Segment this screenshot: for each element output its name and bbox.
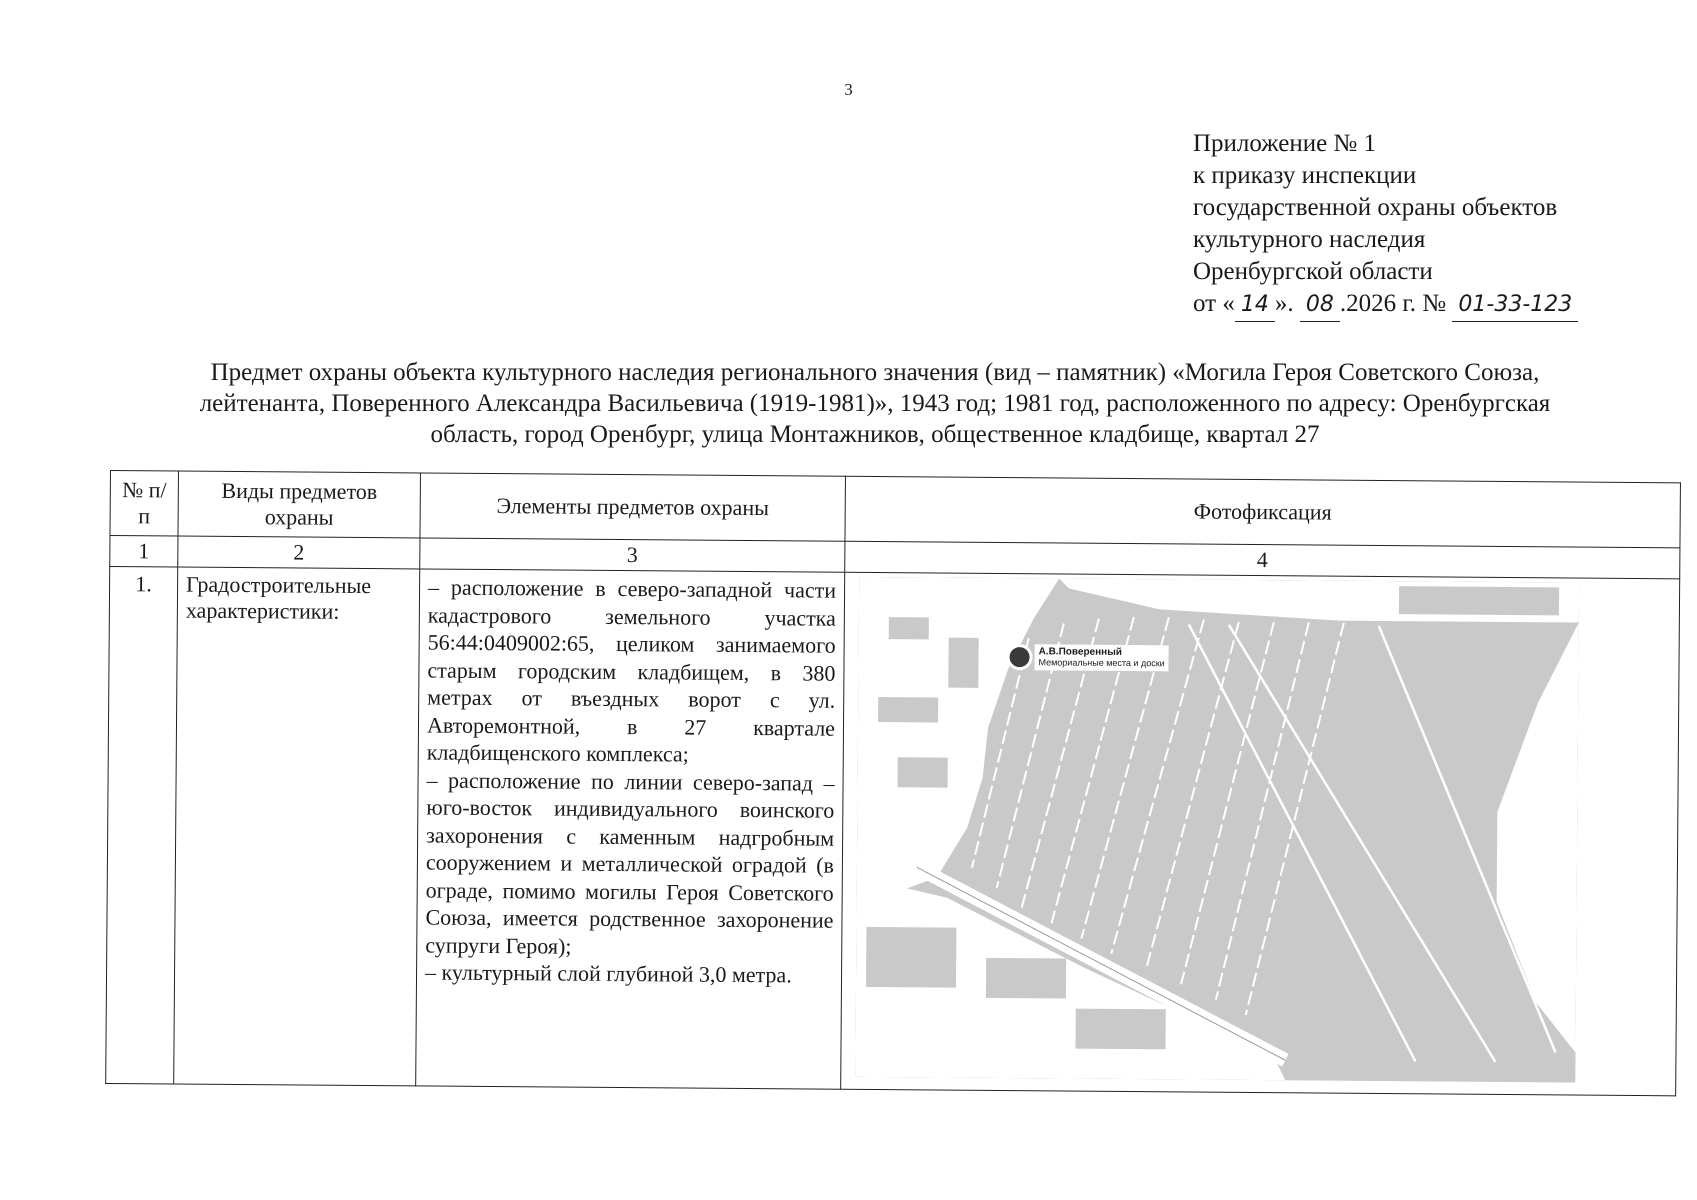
pin-title: А.В.Поверенный — [1038, 646, 1122, 658]
title-line-3: область, город Оренбург, улица Монтажников, общественное кладбище, квартал 27 — [430, 421, 1320, 448]
document-title — [95, 357, 1655, 450]
date-month: 08 — [1300, 289, 1340, 322]
title-line-2: лейтенанта, Поверенного Александра Васильевича (1919-1981)», 1943 год; 1981 год, расположенного по адресу: Оренбургская — [199, 390, 1551, 417]
appendix-block — [1193, 128, 1578, 322]
element-item: – расположение по линии северо-запад – юго-восток индивидуального воинского захоронения с каменным надгробным сооружением и металлической оградой (в ограде, помимо могилы Героя Советского Союза, имеется родственное захоронение супруги Героя); — [425, 766, 835, 959]
cemetery-map — [855, 577, 1579, 1083]
table-row — [106, 567, 1680, 1096]
appendix-line-1: Приложение № 1 — [1193, 130, 1377, 157]
date-day: 14 — [1235, 289, 1275, 322]
date-sep: ». — [1274, 290, 1300, 317]
row-number: 1. — [106, 567, 178, 1085]
header-kinds: Виды предметов охраны — [178, 471, 421, 538]
page-number: 3 — [844, 80, 853, 99]
row-elements — [416, 569, 845, 1089]
column-number: 2 — [178, 536, 420, 569]
date-year: .2026 г. № — [1339, 290, 1453, 317]
appendix-line-2: к приказу инспекции — [1193, 162, 1417, 189]
column-number: 4 — [845, 541, 1680, 579]
pin-subtitle: Мемориальные места и доски — [1038, 657, 1165, 669]
title-line-1: Предмет охраны объекта культурного наследия регионального значения (вид – памятник) «Могила Героя Советского Союза, — [210, 359, 1540, 386]
map-pin — [1006, 644, 1168, 671]
header-num: № п/п — [110, 471, 179, 537]
table-header-row — [110, 471, 1680, 548]
appendix-line-3: государственной охраны объектов — [1193, 194, 1558, 221]
appendix-line-4: культурного наследия — [1193, 226, 1426, 253]
appendix-date-line — [1193, 288, 1578, 322]
date-prefix: от « — [1193, 290, 1235, 317]
column-number: 3 — [420, 538, 845, 572]
element-item: – культурный слой глубиной 3,0 метра. — [424, 959, 792, 988]
row-photo — [841, 572, 1680, 1096]
map-graphic — [855, 577, 1579, 1083]
header-photo: Фотофиксация — [845, 476, 1680, 548]
row-kind: Градостроительные характеристики: — [174, 567, 420, 1086]
header-elements: Элементы предметов охраны — [420, 473, 845, 541]
appendix-line-5: Оренбургской области — [1193, 258, 1433, 285]
order-number: 01-33-123 — [1452, 289, 1578, 322]
memorial-pin-icon — [1006, 644, 1032, 670]
protection-table — [105, 470, 1681, 1096]
element-item: – расположение в северо-западной части кадастрового земельного участка 56:44:0409002:65, целиком занимаемого старым городским кладбищем, в 380 метрах от въездных ворот с ул. Авторемонтной, в 27 квартале кладбищенского комплекса; — [426, 574, 837, 767]
column-number: 1 — [110, 536, 178, 568]
pin-label — [1034, 644, 1168, 671]
